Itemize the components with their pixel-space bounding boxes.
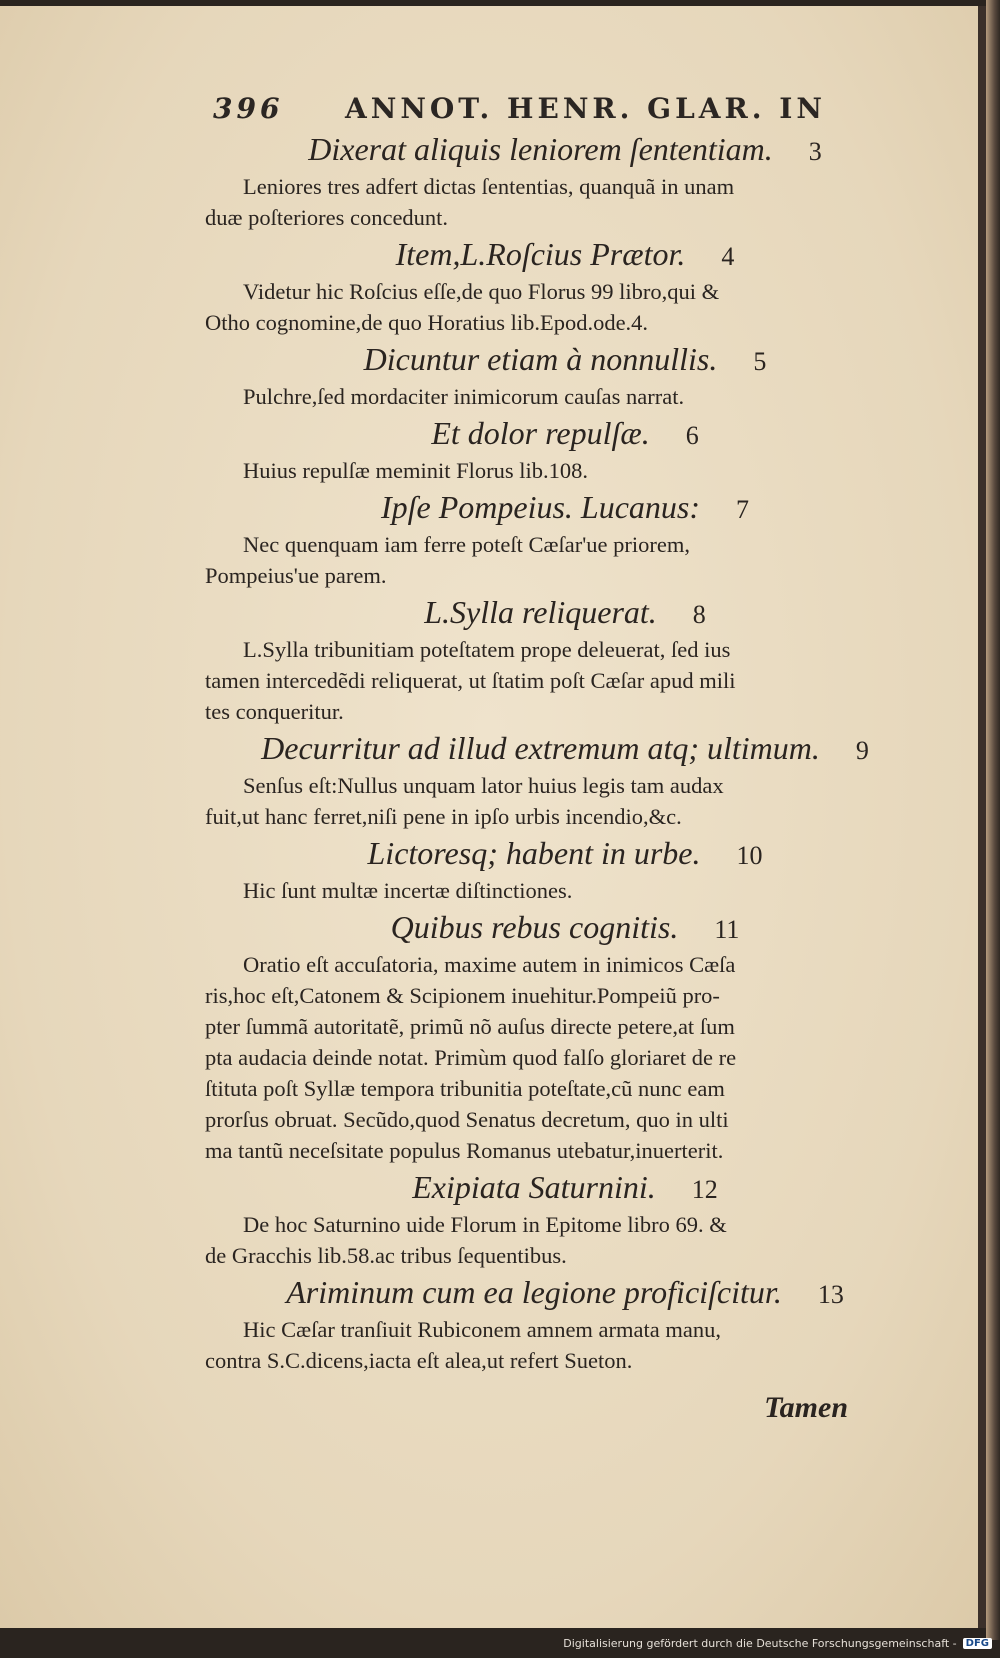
annotation-entry: [205, 834, 925, 906]
note-body: [205, 1314, 925, 1376]
lemma-text: Decurritur ad illud extremum atq; ultimum.: [261, 730, 820, 766]
lemma-heading: [205, 414, 925, 455]
lemma-text: Lictoresq; habent in urbe.: [367, 835, 701, 871]
annotation-entry: [205, 729, 925, 832]
annotation-entry: [205, 340, 925, 412]
note-number: 11: [714, 915, 740, 944]
lemma-text: Quibus rebus cognitis.: [390, 909, 679, 945]
annotation-entry: [205, 1168, 925, 1271]
lemma-heading: [205, 834, 925, 875]
note-line: Senſus eſt:Nullus unquam lator huius legis tam audax: [243, 773, 724, 798]
catchword: Tamen: [764, 1391, 848, 1424]
lemma-heading: [205, 729, 925, 770]
note-body: [205, 381, 925, 412]
lemma-text: L.Sylla reliquerat.: [424, 594, 657, 630]
note-body: [205, 1209, 925, 1271]
note-body: [205, 949, 925, 1166]
lemma-text: Ipſe Pompeius. Lucanus:: [380, 489, 701, 525]
annotation-entry: [205, 1273, 925, 1376]
lemma-heading: [205, 488, 925, 529]
annotation-entry: [205, 593, 925, 727]
lemma-text: Ariminum cum ea legione proficiſcitur.: [286, 1274, 782, 1310]
note-number: 13: [817, 1280, 844, 1309]
note-body: [205, 171, 925, 233]
note-number: 6: [685, 421, 699, 450]
book-page: [0, 6, 988, 1628]
note-body: [205, 634, 925, 727]
note-line: Oratio eſt accuſatoria, maxime autem in inimicos Cæſa: [243, 952, 736, 977]
note-line: Hic Cæſar tranſiuit Rubiconem amnem armata manu,: [243, 1317, 721, 1342]
note-body: [205, 875, 925, 906]
dfg-logo: DFG: [963, 1638, 992, 1649]
note-line: Pulchre,ſed mordaciter inimicorum cauſas narrat.: [243, 384, 685, 409]
annotation-entry: [205, 414, 925, 486]
note-body: [205, 455, 925, 486]
lemma-heading: [205, 340, 925, 381]
running-head: [205, 86, 925, 128]
note-line: Hic ſunt multæ incertæ diſtinctiones.: [243, 878, 573, 903]
note-line: tamen intercedẽdi reliquerat, ut ſtatim poſt Cæſar apud mili: [205, 668, 736, 693]
lemma-text: Exipiata Saturnini.: [412, 1169, 656, 1205]
note-line: de Gracchis lib.58.ac tribus ſequentibus.: [205, 1243, 567, 1268]
note-line: Nec quenquam iam ferre poteſt Cæſar'ue priorem,: [243, 532, 691, 557]
note-line: ſtituta poſt Syllæ tempora tribunitia poteſtate,cũ nunc eam: [205, 1076, 725, 1101]
note-line: De hoc Saturnino uide Florum in Epitome libro 69. &: [243, 1212, 727, 1237]
annotation-entry: [205, 235, 925, 338]
note-line: ma tantũ neceſsitate populus Romanus utebatur,inuerterit.: [205, 1138, 724, 1163]
note-body: [205, 770, 925, 832]
note-line: Videtur hic Roſcius eſſe,de quo Florus 99 libro,qui &: [243, 279, 720, 304]
page-text-block: [205, 86, 925, 1376]
note-line: Huius repulſæ meminit Florus lib.108.: [243, 458, 589, 483]
note-line: tes conqueritur.: [205, 699, 344, 724]
page-edge-shadow: [986, 0, 1000, 1640]
note-line: Otho cognomine,de quo Horatius lib.Epod.ode.4.: [205, 310, 649, 335]
annotation-entry: [205, 488, 925, 591]
note-body: [205, 529, 925, 591]
note-line: Pompeius'ue parem.: [205, 563, 387, 588]
lemma-heading: [205, 908, 925, 949]
annotation-entry: [205, 908, 925, 1166]
page-number: 396: [213, 92, 284, 125]
lemma-heading: [205, 1168, 925, 1209]
note-number: 3: [808, 137, 822, 166]
note-line: contra S.C.dicens,iacta eſt alea,ut refert Sueton.: [205, 1348, 633, 1373]
note-number: 4: [721, 242, 735, 271]
note-line: pter ſummã autoritatẽ, primũ nõ auſus directe petere,at ſum: [205, 1014, 735, 1039]
note-line: duæ poſteriores concedunt.: [205, 205, 449, 230]
note-number: 12: [691, 1175, 718, 1204]
lemma-heading: [205, 130, 925, 171]
note-number: 9: [855, 736, 869, 765]
note-number: 5: [753, 347, 767, 376]
note-body: [205, 276, 925, 338]
annotations-list: [205, 130, 925, 1376]
lemma-heading: [205, 593, 925, 634]
note-number: 10: [736, 841, 763, 870]
lemma-text: Item,L.Roſcius Prætor.: [395, 236, 686, 272]
note-line: ris,hoc eſt,Catonem & Scipionem inuehitur.Pompeiũ pro-: [205, 983, 720, 1008]
lemma-heading: [205, 1273, 925, 1314]
note-number: 8: [692, 600, 706, 629]
note-line: pta audacia deinde notat. Primùm quod falſo gloriaret de re: [205, 1045, 737, 1070]
note-number: 7: [736, 495, 750, 524]
lemma-text: Et dolor repulſæ.: [431, 415, 650, 451]
lemma-text: Dicuntur etiam à nonnullis.: [363, 341, 718, 377]
digitization-footer: [563, 1634, 992, 1652]
funding-credit: Digitalisierung gefördert durch die Deutsche Forschungsgemeinschaft -: [563, 1636, 957, 1650]
note-line: fuit,ut hanc ferret,niſi pene in ipſo urbis incendio,&c.: [205, 804, 682, 829]
note-line: Leniores tres adfert dictas ſententias, quanquã in unam: [243, 174, 735, 199]
running-title: ANNOT. HENR. GLAR. IN: [345, 92, 826, 125]
note-line: prorſus obruat. Secũdo,quod Senatus decretum, quo in ulti: [205, 1107, 729, 1132]
lemma-heading: [205, 235, 925, 276]
note-line: L.Sylla tribunitiam poteſtatem prope deleuerat, ſed ius: [243, 637, 731, 662]
annotation-entry: [205, 130, 925, 233]
lemma-text: Dixerat aliquis leniorem ſententiam.: [308, 131, 773, 167]
